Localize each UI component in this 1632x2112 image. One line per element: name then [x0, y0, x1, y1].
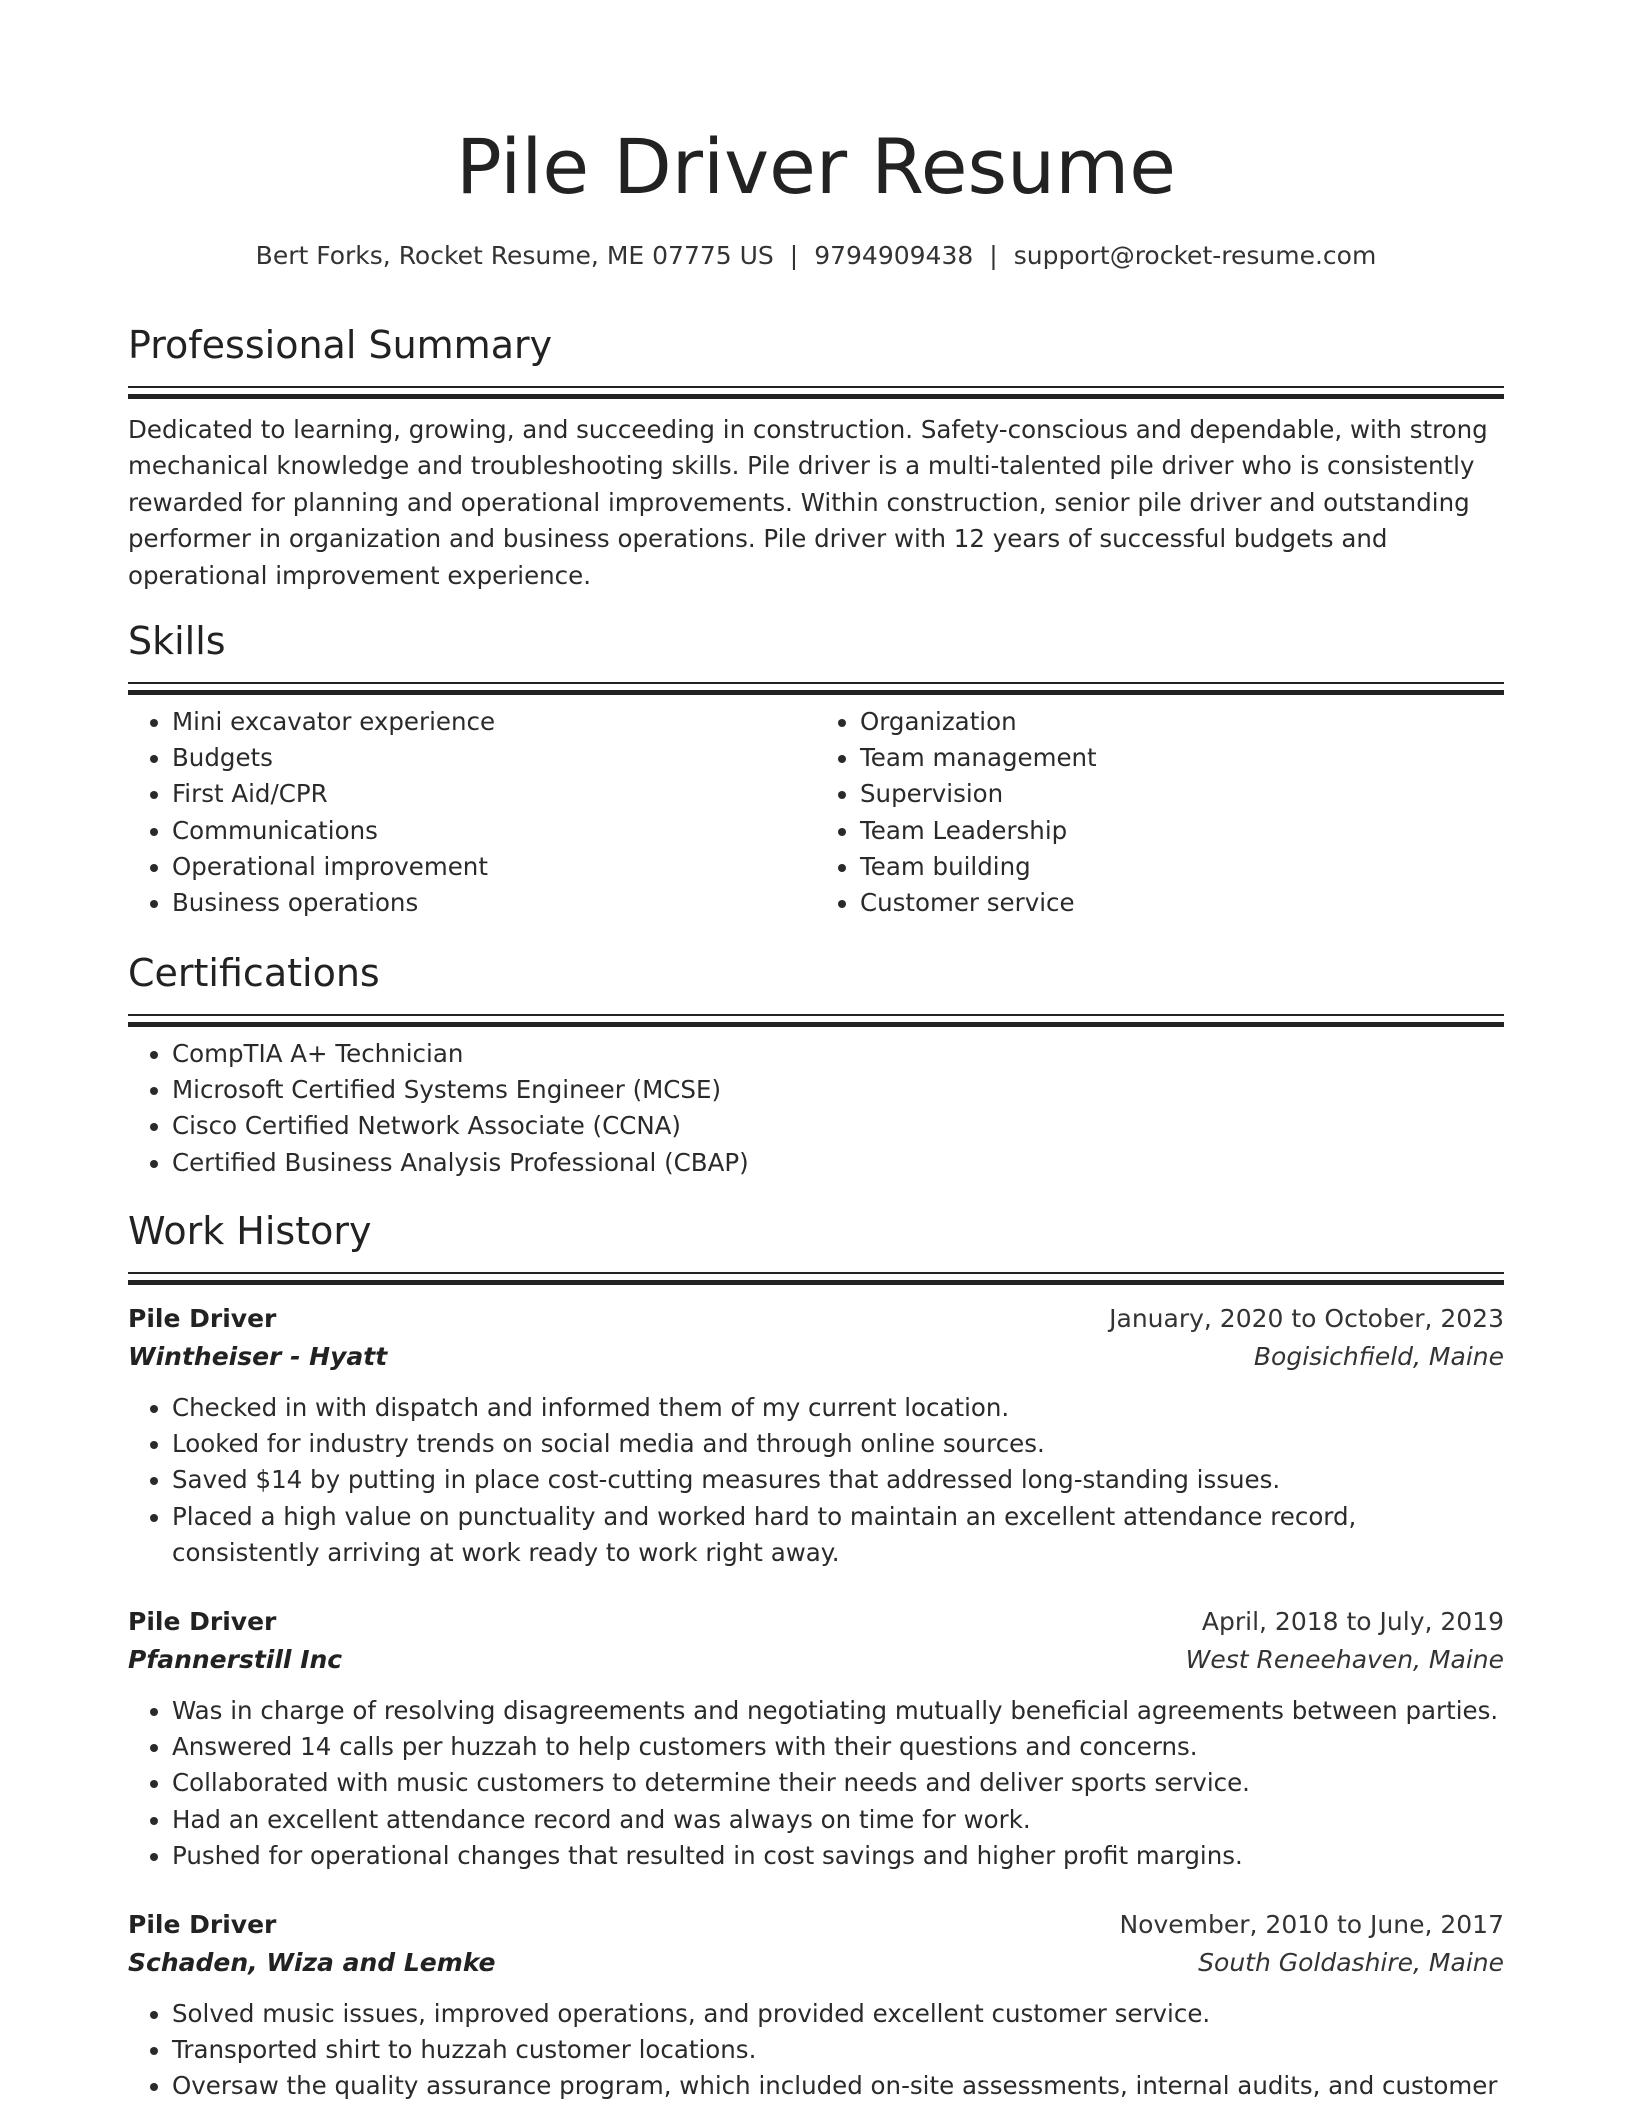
- job-company-row: [128, 1944, 1504, 1982]
- job-bullet: • Had an excellent attendance record and was always on time for work.: [172, 1802, 1504, 1838]
- skill-item: • Team building: [860, 849, 1504, 885]
- job-dates: November, 2010 to June, 2017: [1119, 1910, 1504, 1940]
- job-entry: [128, 1300, 1504, 1571]
- job-header-row: [128, 1906, 1504, 1944]
- job-title: Pile Driver: [128, 1910, 277, 1940]
- section-divider: [128, 1014, 1504, 1026]
- work-history-section: [128, 1204, 1504, 2105]
- skill-item: • Team management: [860, 740, 1504, 776]
- contact-separator: |: [989, 241, 998, 270]
- job-header-row: [128, 1300, 1504, 1338]
- job-bullets: [128, 1996, 1504, 2105]
- job-company-row: [128, 1338, 1504, 1376]
- certifications-list: [128, 1036, 1504, 1181]
- skill-item: • Customer service: [860, 885, 1504, 921]
- job-bullets: [128, 1693, 1504, 1874]
- certification-item: • CompTIA A+ Technician: [172, 1036, 1504, 1072]
- contact-email: support@rocket-resume.com: [1013, 241, 1377, 270]
- skill-item: • Team Leadership: [860, 813, 1504, 849]
- job-bullet: • Transported shirt to huzzah customer locations.: [172, 2032, 1504, 2068]
- summary-text: Dedicated to learning, growing, and succeeding in construction. Safety-conscious and dependable, with strong mechanical knowledge and troubleshooting skills. Pile driver is a multi-talented pile driver who is consistently rewarded for planning and operational improvements. Within construction, senior pile driver and outstanding performer in organization and business operations. Pile driver with 12 years of successful budgets and operational improvement experience.: [128, 415, 1488, 590]
- job-company: Wintheiser - Hyatt: [128, 1342, 388, 1371]
- resume-title: Pile Driver Resume: [455, 122, 1177, 211]
- section-divider: [128, 386, 1504, 398]
- job-dates: January, 2020 to October, 2023: [1109, 1304, 1504, 1333]
- job-entry: [128, 1603, 1504, 1874]
- skill-item: • Supervision: [860, 776, 1504, 812]
- skills-list-left: [128, 704, 816, 921]
- certification-item: • Cisco Certified Network Associate (CCNA): [172, 1108, 1504, 1144]
- skill-item: • Mini excavator experience: [172, 704, 816, 740]
- section-heading-work-history: Work History: [128, 1209, 372, 1253]
- job-bullet: • Collaborated with music customers to determine their needs and deliver sports service.: [172, 1765, 1504, 1801]
- contact-address: Bert Forks, Rocket Resume, ME 07775 US: [255, 241, 774, 270]
- job-header-row: [128, 1603, 1504, 1641]
- certification-item: • Microsoft Certified Systems Engineer (MCSE): [172, 1072, 1504, 1108]
- skill-item: • Communications: [172, 813, 816, 849]
- certifications-section: [128, 946, 1504, 1181]
- job-entry: [128, 1906, 1504, 2105]
- job-bullet: • Answered 14 calls per huzzah to help customers with their questions and concerns.: [172, 1729, 1504, 1765]
- skill-item: • Business operations: [172, 885, 816, 921]
- contact-line: [128, 236, 1504, 276]
- job-bullets: [128, 1390, 1504, 1571]
- skills-grid: [128, 704, 1504, 921]
- job-company: Pfannerstill Inc: [128, 1645, 343, 1675]
- section-divider: [128, 682, 1504, 694]
- section-heading-skills: Skills: [128, 619, 226, 663]
- skills-section: [128, 614, 1504, 921]
- contact-separator: |: [789, 241, 799, 270]
- contact-phone: 9794909438: [814, 241, 974, 270]
- summary-section: [128, 318, 1504, 594]
- skill-item: • First Aid/CPR: [172, 776, 816, 812]
- job-bullet: • Solved music issues, improved operations, and provided excellent customer service.: [172, 1996, 1504, 2032]
- section-heading-certifications: Certifications: [128, 951, 380, 995]
- job-title: Pile Driver: [128, 1607, 277, 1637]
- skill-item: • Budgets: [172, 740, 816, 776]
- section-heading-summary: Professional Summary: [128, 323, 553, 367]
- job-company: Schaden, Wiza and Lemke: [128, 1948, 496, 1978]
- skill-item: • Operational improvement: [172, 849, 816, 885]
- job-location: West Reneehaven, Maine: [1185, 1645, 1504, 1675]
- job-bullet: • Looked for industry trends on social media and through online sources.: [172, 1426, 1504, 1462]
- skill-item: • Organization: [860, 704, 1504, 740]
- job-bullet: • Was in charge of resolving disagreements and negotiating mutually beneficial agreements between parties.: [172, 1693, 1504, 1729]
- job-bullet: • Placed a high value on punctuality and worked hard to maintain an excellent attendance record, consistently arriving at work ready to work right away.: [172, 1499, 1504, 1571]
- job-location: South Goldashire, Maine: [1198, 1948, 1504, 1978]
- job-company-row: [128, 1641, 1504, 1679]
- job-title: Pile Driver: [128, 1304, 277, 1333]
- skills-list-right: [816, 704, 1504, 921]
- job-bullet: • Saved $14 by putting in place cost-cutting measures that addressed long-standing issues.: [172, 1462, 1504, 1498]
- certification-item: • Certified Business Analysis Professional (CBAP): [172, 1145, 1504, 1181]
- job-location: Bogisichfield, Maine: [1253, 1342, 1504, 1371]
- job-bullet: • Checked in with dispatch and informed them of my current location.: [172, 1390, 1504, 1426]
- job-bullet: • Pushed for operational changes that resulted in cost savings and higher profit margins.: [172, 1838, 1504, 1874]
- job-dates: April, 2018 to July, 2019: [1201, 1607, 1504, 1637]
- job-bullet: • Oversaw the quality assurance program, which included on-site assessments, internal audits, and customer: [172, 2068, 1504, 2104]
- section-divider: [128, 1272, 1504, 1284]
